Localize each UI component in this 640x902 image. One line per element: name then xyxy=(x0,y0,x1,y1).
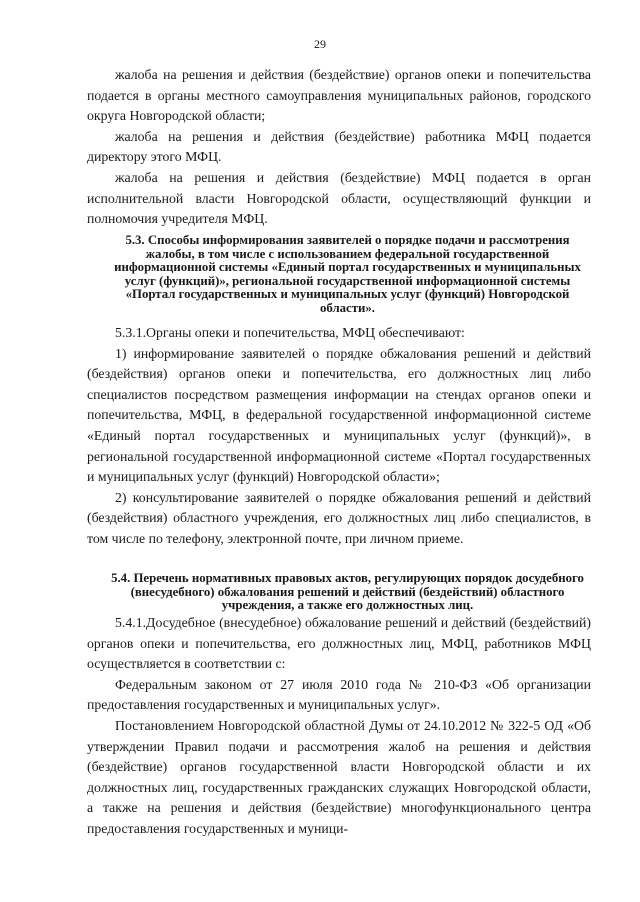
complaint-routing-section xyxy=(87,65,591,230)
paragraph: жалоба на решения и действия (бездействие) органов опеки и попечительства подается в органы местного самоуправления муниципальных районов, городского округа Новгородской области; xyxy=(87,67,591,124)
paragraph: 1) информирование заявителей о порядке обжалования решений и действий (бездействия) органов опеки и попечительства, его должностных лиц либо специалистов посредством размещения информации на стендах органов опеки и попечительства, МФЦ, в федеральной государственной информационной системе «Единый портал государственных и муниципальных услуг (функций)», в региональной государственной информационной системе «Портал государственных и муниципальных услуг (функций) Новгородской области»; xyxy=(87,345,591,485)
paragraph: жалоба на решения и действия (бездействие) работника МФЦ подается директору этого МФЦ. xyxy=(87,128,591,165)
paragraph: Постановлением Новгородской областной Думы от 24.10.2012 № 322-5 ОД «Об утверждении Правил подачи и рассмотрения жалоб на решения и действия (бездействие) органов государственной власти Новгородской области и их должностных лиц, государственных гражданских служащих Новгородской области, а также на решения и действия (бездействие) многофункционального центра предоставления государственных и муници- xyxy=(87,717,591,836)
paragraph: Федеральным законом от 27 июля 2010 года № 210-ФЗ «Об организации предоставления государственных и муниципальных услуг». xyxy=(87,676,591,713)
paragraph: 5.4.1.Досудебное (внесудебное) обжалование решений и действий (бездействий) органов опеки и попечительства, его должностных лиц, МФЦ, работников МФЦ осуществляется в соответствии с: xyxy=(87,615,591,672)
paragraph: 5.3.1.Органы опеки и попечительства, МФЦ обеспечивают: xyxy=(115,325,465,340)
section-heading-5-4: 5.4. Перечень нормативных правовых актов, регулирующих порядок досудебного (внесудебного) обжалования решений и действий (бездействий) областного учреждения, а также его должностных лиц. xyxy=(111,571,584,612)
section-heading-5-3: 5.3. Способы информирования заявителей о порядке подачи и рассмотрения жалобы, в том числе с использованием федеральной государственной информационной системы «Единый портал государственных и муниципальных услуг (функций)», региональной государственной информационной системы «Портал государственных и муниципальных услуг (функций) Новгородской области». xyxy=(114,233,581,315)
informing-section xyxy=(87,323,591,550)
page-number: 29 xyxy=(314,37,326,51)
legal-acts-section xyxy=(87,613,591,840)
paragraph: 2) консультирование заявителей о порядке обжалования решений и действий (бездействия) областного учреждения, его должностных лиц либо специалистов, в том числе по телефону, электронной почте, при личном приеме. xyxy=(87,489,591,546)
paragraph: жалоба на решения и действия (бездействие) МФЦ подается в орган исполнительной власти Новгородской области, осуществляющий функции и полномочия учредителя МФЦ. xyxy=(87,169,591,227)
